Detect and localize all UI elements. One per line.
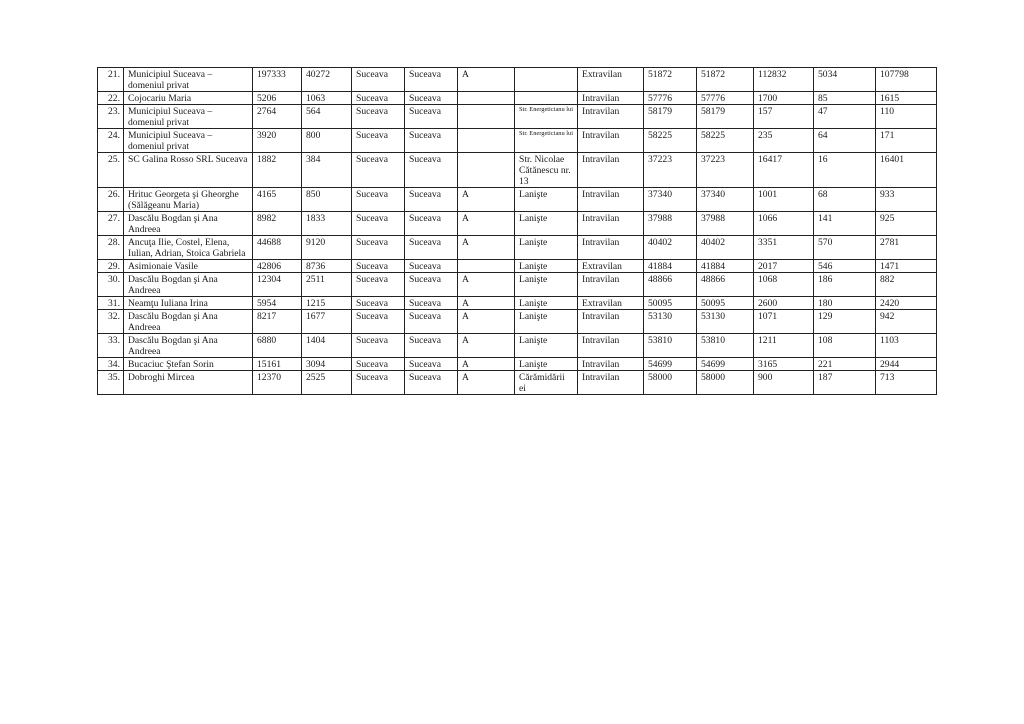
cell-value-2: 800 xyxy=(302,129,352,153)
cell-value-1: 2764 xyxy=(253,105,302,129)
cell-area-total: 1001 xyxy=(754,188,814,212)
cell-cadastral-number: 37340 xyxy=(697,188,754,212)
cell-value-2: 384 xyxy=(302,153,352,188)
cell-area-affected: 85 xyxy=(814,92,876,105)
cell-area-total: 2017 xyxy=(754,260,814,273)
cell-area-affected: 221 xyxy=(814,358,876,371)
cell-area-total: 235 xyxy=(754,129,814,153)
cell-locality: Suceava xyxy=(352,105,405,129)
cell-category xyxy=(458,153,515,188)
cell-category: A xyxy=(458,236,515,260)
cell-row-number: 30. xyxy=(98,273,124,297)
cell-county: Suceava xyxy=(405,371,458,395)
cell-value-1: 15161 xyxy=(253,358,302,371)
cell-zone: Intravilan xyxy=(578,92,644,105)
cell-category xyxy=(458,105,515,129)
cell-value-1: 5206 xyxy=(253,92,302,105)
cell-county: Suceava xyxy=(405,129,458,153)
cell-value-2: 3094 xyxy=(302,358,352,371)
cell-locality: Suceava xyxy=(352,358,405,371)
table-row xyxy=(98,236,937,260)
table-row xyxy=(98,129,937,153)
cell-zone: Intravilan xyxy=(578,371,644,395)
cell-area-remaining: 713 xyxy=(876,371,937,395)
cell-value-2: 564 xyxy=(302,105,352,129)
cell-area-remaining: 2944 xyxy=(876,358,937,371)
cell-county: Suceava xyxy=(405,358,458,371)
cell-land-book-number: 54699 xyxy=(644,358,697,371)
cell-area-remaining: 171 xyxy=(876,129,937,153)
cell-address: Lanişte xyxy=(515,358,578,371)
cell-address: Lanişte xyxy=(515,188,578,212)
cell-owner-name: Asimionaie Vasile xyxy=(124,260,253,273)
table-row xyxy=(98,260,937,273)
cell-area-remaining: 2420 xyxy=(876,297,937,310)
cell-cadastral-number: 40402 xyxy=(697,236,754,260)
cell-value-1: 1882 xyxy=(253,153,302,188)
cell-zone: Intravilan xyxy=(578,334,644,358)
cell-county: Suceava xyxy=(405,212,458,236)
cell-area-total: 16417 xyxy=(754,153,814,188)
cell-land-book-number: 41884 xyxy=(644,260,697,273)
cell-address: Str. Nicolae Cătănescu nr. 13 xyxy=(515,153,578,188)
cell-area-total: 1700 xyxy=(754,92,814,105)
cell-category: A xyxy=(458,358,515,371)
cell-owner-name: Ancuţa Ilie, Costel, Elena, Iulian, Adrian, Stoica Gabriela xyxy=(124,236,253,260)
cell-area-affected: 187 xyxy=(814,371,876,395)
cell-county: Suceava xyxy=(405,105,458,129)
cell-area-affected: 47 xyxy=(814,105,876,129)
cell-cadastral-number: 58179 xyxy=(697,105,754,129)
cell-land-book-number: 53130 xyxy=(644,310,697,334)
cell-area-remaining: 942 xyxy=(876,310,937,334)
cell-county: Suceava xyxy=(405,260,458,273)
table-row xyxy=(98,310,937,334)
cell-owner-name: Dascălu Bogdan şi Ana Andreea xyxy=(124,334,253,358)
cell-locality: Suceava xyxy=(352,260,405,273)
cell-area-affected: 186 xyxy=(814,273,876,297)
cell-address: Lanişte xyxy=(515,236,578,260)
cell-county: Suceava xyxy=(405,92,458,105)
table-row xyxy=(98,358,937,371)
cell-owner-name: Neamţu Iuliana Irina xyxy=(124,297,253,310)
cell-area-total: 157 xyxy=(754,105,814,129)
cell-locality: Suceava xyxy=(352,188,405,212)
cell-area-total: 3351 xyxy=(754,236,814,260)
cell-area-total: 1068 xyxy=(754,273,814,297)
cell-zone: Intravilan xyxy=(578,273,644,297)
cell-county: Suceava xyxy=(405,68,458,92)
cell-row-number: 35. xyxy=(98,371,124,395)
cell-area-affected: 5034 xyxy=(814,68,876,92)
cell-locality: Suceava xyxy=(352,334,405,358)
cell-category: A xyxy=(458,334,515,358)
cell-row-number: 31. xyxy=(98,297,124,310)
cell-row-number: 34. xyxy=(98,358,124,371)
cell-county: Suceava xyxy=(405,188,458,212)
cell-value-1: 44688 xyxy=(253,236,302,260)
cell-zone: Intravilan xyxy=(578,153,644,188)
cell-value-1: 6880 xyxy=(253,334,302,358)
cell-value-2: 40272 xyxy=(302,68,352,92)
cell-value-1: 4165 xyxy=(253,188,302,212)
cell-area-remaining: 110 xyxy=(876,105,937,129)
cell-category: A xyxy=(458,371,515,395)
cell-owner-name: Municipiul Suceava – domeniul privat xyxy=(124,105,253,129)
cell-area-remaining: 2781 xyxy=(876,236,937,260)
cell-owner-name: Municipiul Suceava – domeniul privat xyxy=(124,68,253,92)
cell-locality: Suceava xyxy=(352,153,405,188)
cell-address xyxy=(515,92,578,105)
cell-address: Lanişte xyxy=(515,212,578,236)
cell-zone: Intravilan xyxy=(578,105,644,129)
cell-row-number: 33. xyxy=(98,334,124,358)
cell-area-remaining: 882 xyxy=(876,273,937,297)
cell-row-number: 22. xyxy=(98,92,124,105)
cell-locality: Suceava xyxy=(352,212,405,236)
cell-area-affected: 68 xyxy=(814,188,876,212)
cell-value-2: 1833 xyxy=(302,212,352,236)
cell-category: A xyxy=(458,188,515,212)
table-row xyxy=(98,92,937,105)
cell-land-book-number: 58179 xyxy=(644,105,697,129)
cell-cadastral-number: 54699 xyxy=(697,358,754,371)
cell-row-number: 28. xyxy=(98,236,124,260)
cell-category xyxy=(458,129,515,153)
cell-area-affected: 180 xyxy=(814,297,876,310)
cell-land-book-number: 40402 xyxy=(644,236,697,260)
cell-owner-name: Dascălu Bogdan şi Ana Andreea xyxy=(124,273,253,297)
cell-category: A xyxy=(458,212,515,236)
cell-land-book-number: 48866 xyxy=(644,273,697,297)
cell-land-book-number: 50095 xyxy=(644,297,697,310)
cell-category: A xyxy=(458,273,515,297)
cell-address: Lanişte xyxy=(515,273,578,297)
cell-row-number: 26. xyxy=(98,188,124,212)
cell-zone: Intravilan xyxy=(578,129,644,153)
cell-owner-name: Dobroghi Mircea xyxy=(124,371,253,395)
cell-row-number: 32. xyxy=(98,310,124,334)
table-row xyxy=(98,153,937,188)
cell-zone: Intravilan xyxy=(578,212,644,236)
cell-area-remaining: 925 xyxy=(876,212,937,236)
cell-address: Lanişte xyxy=(515,334,578,358)
cell-land-book-number: 37340 xyxy=(644,188,697,212)
cell-area-remaining: 1471 xyxy=(876,260,937,273)
cell-locality: Suceava xyxy=(352,129,405,153)
cell-land-book-number: 53810 xyxy=(644,334,697,358)
cell-value-1: 8982 xyxy=(253,212,302,236)
cell-owner-name: Dascălu Bogdan şi Ana Andreea xyxy=(124,310,253,334)
cell-locality: Suceava xyxy=(352,273,405,297)
cell-zone: Intravilan xyxy=(578,310,644,334)
cell-locality: Suceava xyxy=(352,371,405,395)
cell-area-remaining: 1615 xyxy=(876,92,937,105)
cell-area-total: 1211 xyxy=(754,334,814,358)
cell-area-total: 1071 xyxy=(754,310,814,334)
cell-row-number: 21. xyxy=(98,68,124,92)
cell-county: Suceava xyxy=(405,297,458,310)
cell-value-2: 1063 xyxy=(302,92,352,105)
cell-cadastral-number: 53810 xyxy=(697,334,754,358)
cell-value-1: 197333 xyxy=(253,68,302,92)
cell-row-number: 27. xyxy=(98,212,124,236)
cell-area-affected: 570 xyxy=(814,236,876,260)
cell-land-book-number: 37988 xyxy=(644,212,697,236)
cell-area-affected: 141 xyxy=(814,212,876,236)
cell-area-affected: 16 xyxy=(814,153,876,188)
cell-row-number: 29. xyxy=(98,260,124,273)
cell-county: Suceava xyxy=(405,273,458,297)
cell-area-remaining: 933 xyxy=(876,188,937,212)
cell-county: Suceava xyxy=(405,153,458,188)
table-body xyxy=(98,68,937,395)
cell-value-2: 1215 xyxy=(302,297,352,310)
property-table xyxy=(97,67,937,395)
cell-zone: Intravilan xyxy=(578,236,644,260)
cell-area-remaining: 16401 xyxy=(876,153,937,188)
cell-area-total: 2600 xyxy=(754,297,814,310)
cell-area-affected: 546 xyxy=(814,260,876,273)
cell-value-2: 2525 xyxy=(302,371,352,395)
cell-value-1: 12370 xyxy=(253,371,302,395)
cell-row-number: 25. xyxy=(98,153,124,188)
cell-zone: Extravilan xyxy=(578,68,644,92)
table-row xyxy=(98,371,937,395)
cell-land-book-number: 37223 xyxy=(644,153,697,188)
cell-value-2: 1677 xyxy=(302,310,352,334)
cell-owner-name: Municipiul Suceava – domeniul privat xyxy=(124,129,253,153)
cell-value-1: 12304 xyxy=(253,273,302,297)
cell-area-total: 3165 xyxy=(754,358,814,371)
cell-cadastral-number: 48866 xyxy=(697,273,754,297)
cell-area-total: 112832 xyxy=(754,68,814,92)
cell-category: A xyxy=(458,68,515,92)
cell-row-number: 23. xyxy=(98,105,124,129)
cell-value-2: 850 xyxy=(302,188,352,212)
table-row xyxy=(98,273,937,297)
cell-owner-name: Cojocariu Maria xyxy=(124,92,253,105)
cell-locality: Suceava xyxy=(352,92,405,105)
cell-land-book-number: 51872 xyxy=(644,68,697,92)
cell-cadastral-number: 41884 xyxy=(697,260,754,273)
cell-value-2: 8736 xyxy=(302,260,352,273)
cell-locality: Suceava xyxy=(352,310,405,334)
table-row xyxy=(98,297,937,310)
cell-locality: Suceava xyxy=(352,68,405,92)
cell-cadastral-number: 37223 xyxy=(697,153,754,188)
cell-area-total: 1066 xyxy=(754,212,814,236)
table-row xyxy=(98,212,937,236)
cell-value-1: 5954 xyxy=(253,297,302,310)
cell-value-1: 8217 xyxy=(253,310,302,334)
cell-owner-name: Hrituc Georgeta şi Gheorghe (Sălăgeanu Maria) xyxy=(124,188,253,212)
cell-zone: Extravilan xyxy=(578,260,644,273)
cell-category: A xyxy=(458,310,515,334)
cell-cadastral-number: 58000 xyxy=(697,371,754,395)
cell-address: Lanişte xyxy=(515,297,578,310)
table-row xyxy=(98,105,937,129)
table-row xyxy=(98,188,937,212)
cell-zone: Intravilan xyxy=(578,188,644,212)
cell-area-affected: 64 xyxy=(814,129,876,153)
cell-area-total: 900 xyxy=(754,371,814,395)
cell-value-1: 3920 xyxy=(253,129,302,153)
cell-address xyxy=(515,68,578,92)
cell-county: Suceava xyxy=(405,236,458,260)
cell-area-affected: 129 xyxy=(814,310,876,334)
cell-address: Lanişte xyxy=(515,310,578,334)
cell-address: Lanişte xyxy=(515,260,578,273)
cell-value-2: 9120 xyxy=(302,236,352,260)
cell-value-2: 2511 xyxy=(302,273,352,297)
cell-zone: Intravilan xyxy=(578,358,644,371)
cell-address: Str. Energeticianu lui xyxy=(515,105,578,129)
cell-area-remaining: 107798 xyxy=(876,68,937,92)
cell-category xyxy=(458,92,515,105)
cell-zone: Extravilan xyxy=(578,297,644,310)
cell-land-book-number: 57776 xyxy=(644,92,697,105)
cell-address: Str. Energeticianu lui xyxy=(515,129,578,153)
cell-owner-name: Bucaciuc Ştefan Sorin xyxy=(124,358,253,371)
cell-county: Suceava xyxy=(405,334,458,358)
cell-locality: Suceava xyxy=(352,297,405,310)
cell-county: Suceava xyxy=(405,310,458,334)
cell-category: A xyxy=(458,297,515,310)
cell-owner-name: SC Galina Rosso SRL Suceava xyxy=(124,153,253,188)
cell-cadastral-number: 53130 xyxy=(697,310,754,334)
cell-category xyxy=(458,260,515,273)
cell-locality: Suceava xyxy=(352,236,405,260)
cell-value-2: 1404 xyxy=(302,334,352,358)
cell-cadastral-number: 50095 xyxy=(697,297,754,310)
cell-land-book-number: 58225 xyxy=(644,129,697,153)
cell-address: Cărămidării ei xyxy=(515,371,578,395)
cell-cadastral-number: 51872 xyxy=(697,68,754,92)
cell-cadastral-number: 37988 xyxy=(697,212,754,236)
cell-owner-name: Dascălu Bogdan şi Ana Andreea xyxy=(124,212,253,236)
cell-cadastral-number: 58225 xyxy=(697,129,754,153)
cell-value-1: 42806 xyxy=(253,260,302,273)
cell-area-affected: 108 xyxy=(814,334,876,358)
cell-row-number: 24. xyxy=(98,129,124,153)
cell-area-remaining: 1103 xyxy=(876,334,937,358)
table-row xyxy=(98,68,937,92)
cell-cadastral-number: 57776 xyxy=(697,92,754,105)
table-row xyxy=(98,334,937,358)
cell-land-book-number: 58000 xyxy=(644,371,697,395)
